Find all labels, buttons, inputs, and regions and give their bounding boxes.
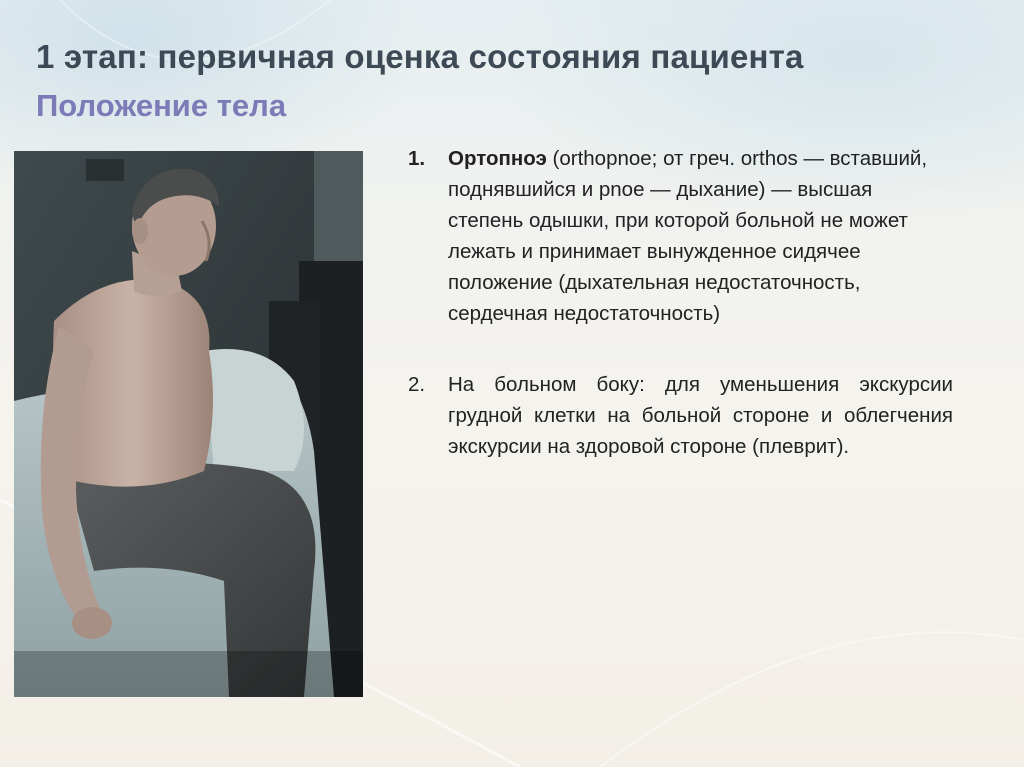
definition-orthopnea: (orthopnoe; от греч. orthos — вставший, поднявшийся и pnoe — дыхание) — высшая степень одышки, при которой больной не может лежать и принимает вынужденное сидячее положение (дыхательная недостаточность, сердечная недостаточность) — [448, 147, 928, 325]
list-item-orthopnea — [408, 143, 953, 329]
slide-subtitle: Положение тела — [36, 88, 287, 123]
list-item-number: 2. — [408, 373, 426, 396]
list-item-number: 1. — [408, 147, 426, 170]
content-list — [408, 143, 953, 462]
list-item-lying-on-side — [408, 369, 953, 462]
slide-title: 1 этап: первичная оценка состояния пациента — [36, 38, 804, 75]
patient-orthopnea-photo-icon — [14, 151, 363, 697]
term-orthopnea: Ортопноэ — [448, 147, 547, 170]
definition-lying-on-side: На больном боку: для уменьшения экскурсии грудной клетки на больной стороне и облегчения экскурсии на здоровой стороне (плеврит). — [448, 373, 953, 458]
patient-photo — [14, 151, 363, 697]
